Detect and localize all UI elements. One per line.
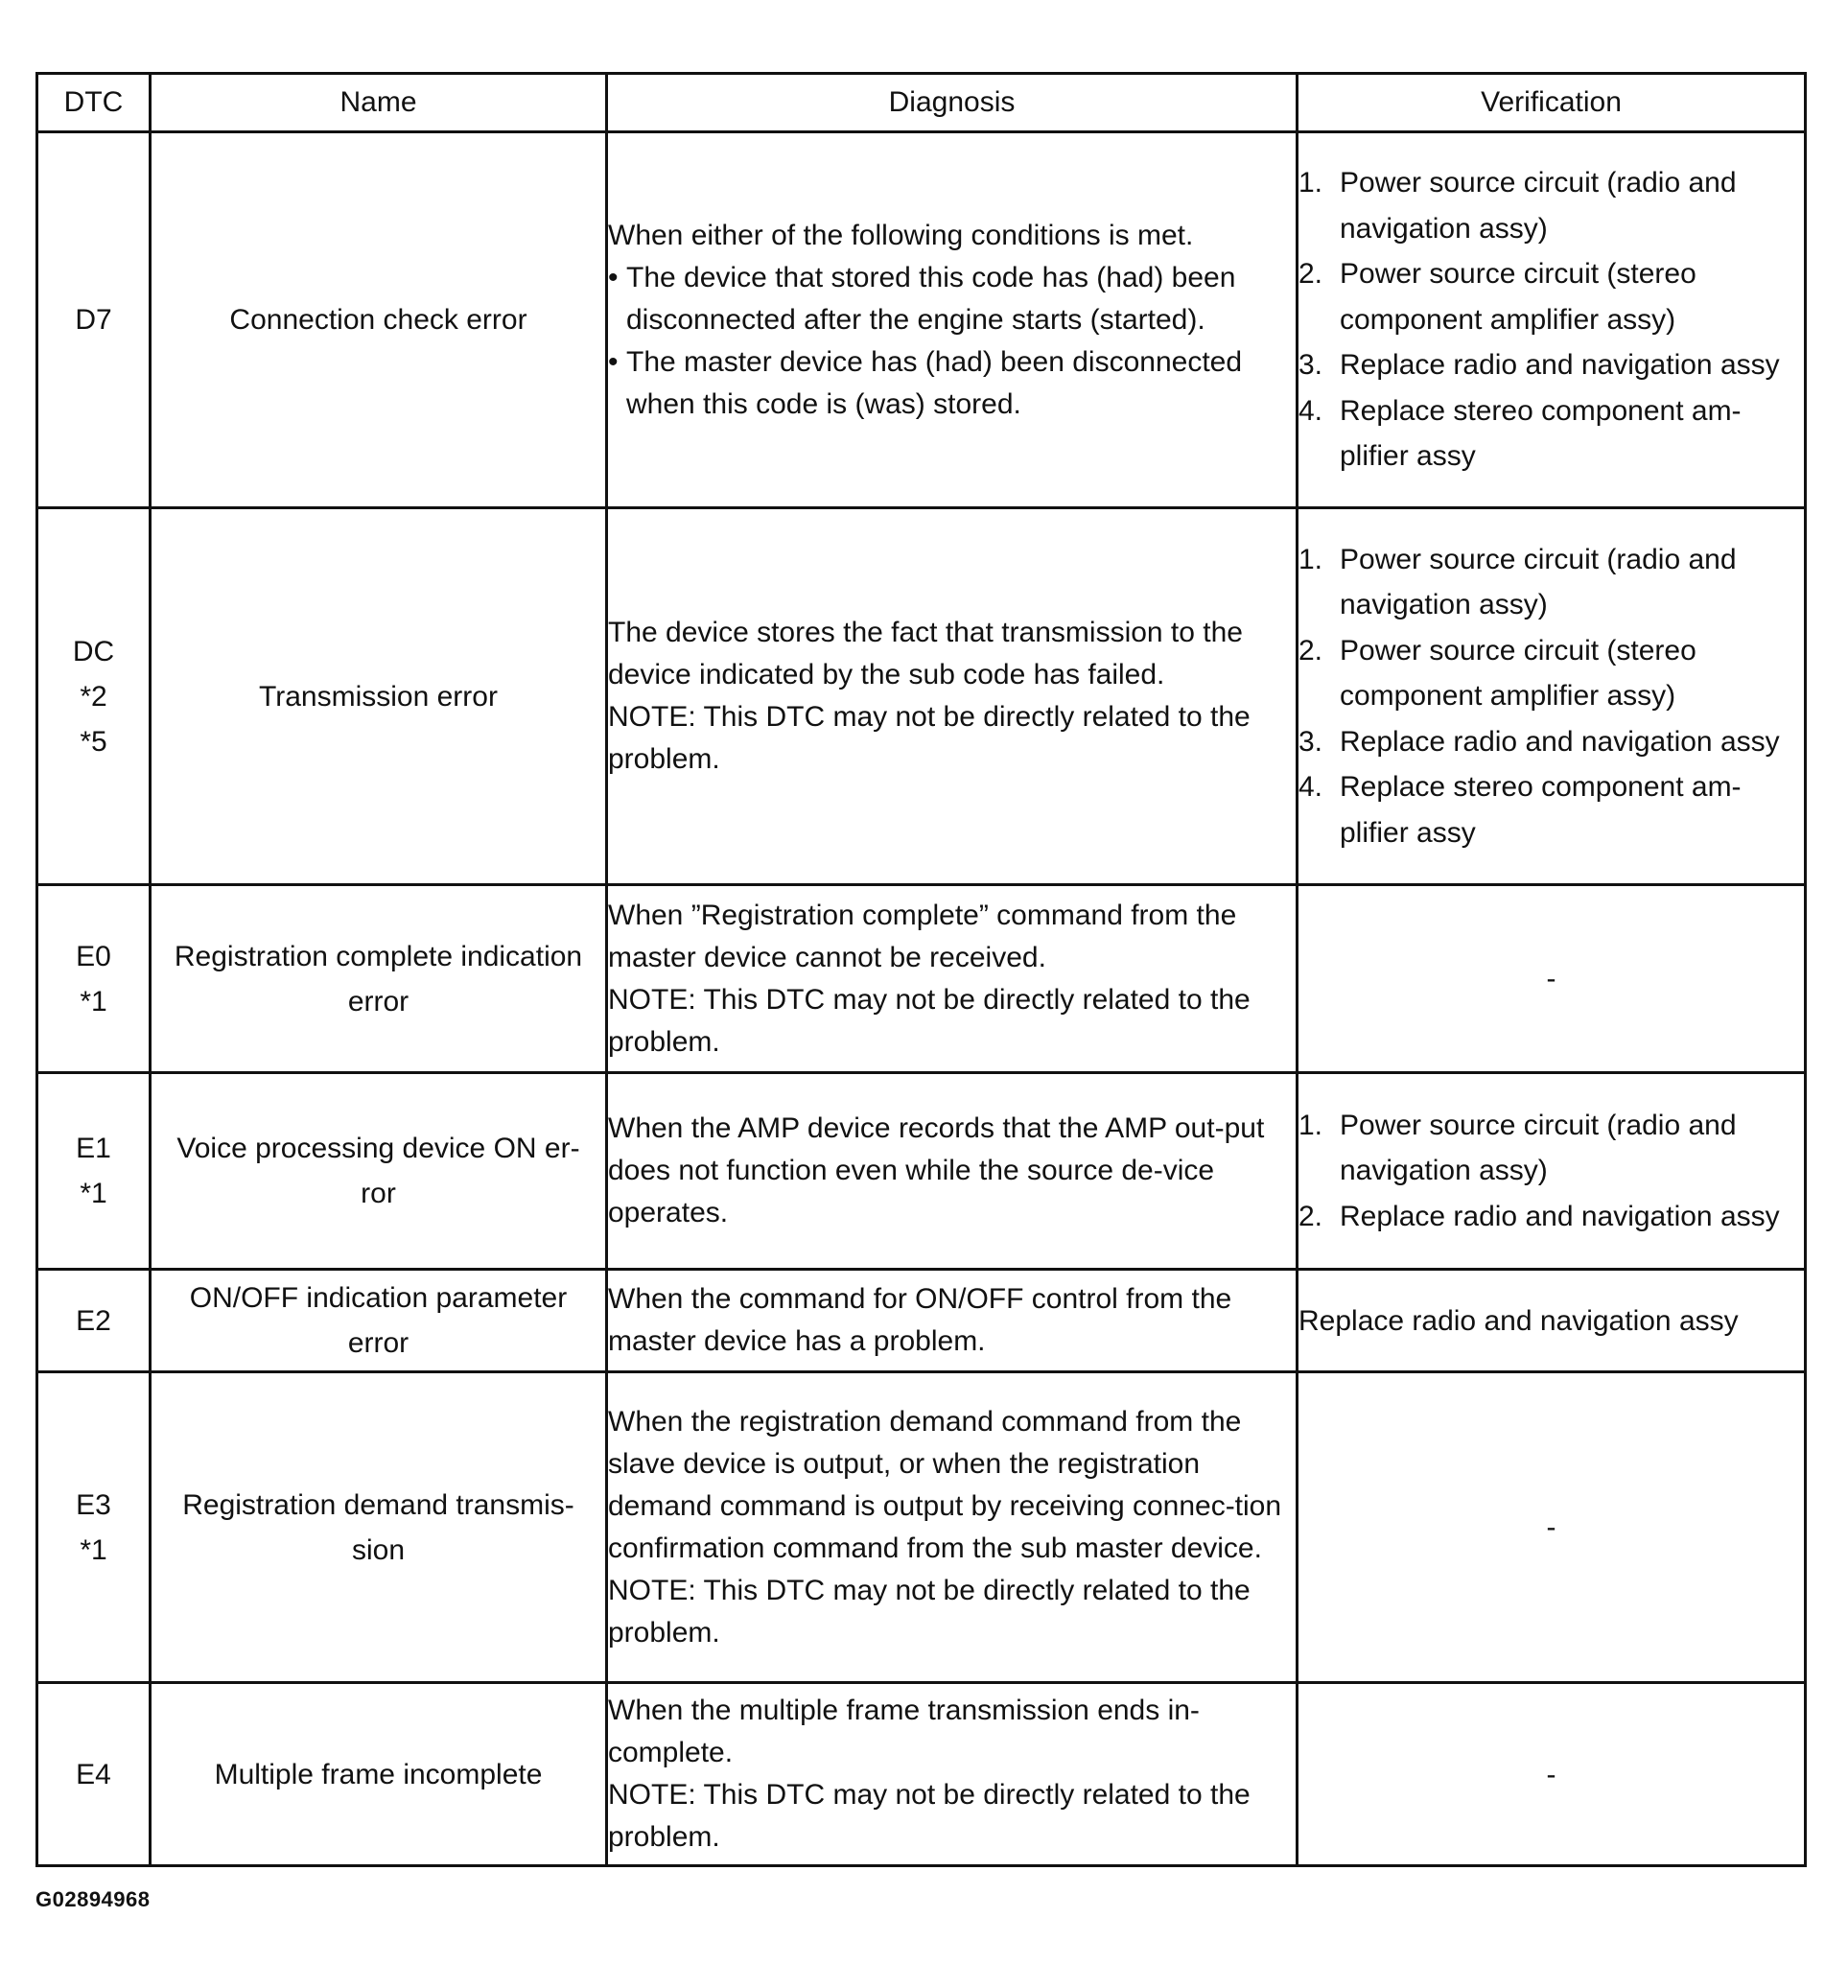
diagnosis-cell bbox=[607, 1372, 1298, 1683]
dtc-name-cell bbox=[151, 132, 607, 508]
dtc-name: Registration demand transmis-sion bbox=[182, 1488, 574, 1566]
bullet-glyph: • bbox=[608, 261, 619, 293]
diagnosis-cell bbox=[607, 1270, 1298, 1372]
dtc-code: E0 bbox=[76, 940, 111, 972]
verification-cell bbox=[1298, 1372, 1806, 1683]
verification-step-text: Power source circuit (stereo component amplifier assy) bbox=[1340, 258, 1696, 336]
verification-step-text: Replace stereo component am-plifier assy bbox=[1340, 771, 1742, 849]
verification-list bbox=[1298, 1103, 1804, 1240]
diagnosis-note: NOTE: This DTC may not be directly related to the problem. bbox=[608, 1779, 1251, 1853]
verification-step: 1. Power source circuit (radio and navigation assy) bbox=[1298, 160, 1804, 251]
diagnosis-cell bbox=[607, 132, 1298, 508]
dtc-footnote: *5 bbox=[80, 725, 107, 758]
diagnosis-text: The device stores the fact that transmission to the device indicated by the sub code has failed. bbox=[608, 617, 1243, 690]
dtc-code-cell bbox=[37, 1683, 151, 1866]
diagnosis-text: When either of the following conditions is met. bbox=[608, 219, 1194, 251]
diagnosis-text: When the command for ON/OFF control from the master device has a problem. bbox=[608, 1283, 1232, 1357]
table-row bbox=[37, 1073, 1806, 1270]
verification-step: 3. Replace radio and navigation assy bbox=[1298, 342, 1804, 388]
dtc-code: DC bbox=[72, 635, 115, 667]
dtc-table-sheet bbox=[35, 72, 1804, 1867]
dtc-table bbox=[35, 72, 1807, 1867]
dtc-footnote: *1 bbox=[80, 1533, 107, 1566]
table-row bbox=[37, 1270, 1806, 1372]
dtc-code: E3 bbox=[76, 1488, 111, 1521]
dtc-code-cell bbox=[37, 1073, 151, 1270]
verification-text: - bbox=[1546, 963, 1556, 994]
verification-step: 3. Replace radio and navigation assy bbox=[1298, 719, 1804, 765]
dtc-code: E2 bbox=[76, 1304, 111, 1337]
verification-step-text: Power source circuit (radio and navigation assy) bbox=[1340, 1109, 1737, 1187]
diagnosis-text: When the AMP device records that the AMP out-put does not function even while the source de-vice operates. bbox=[608, 1112, 1265, 1228]
diagnosis-bullet bbox=[608, 341, 1296, 426]
header-diagnosis: Diagnosis bbox=[607, 74, 1298, 132]
header-name: Name bbox=[151, 74, 607, 132]
dtc-name: Transmission error bbox=[259, 680, 498, 713]
header-verification: Verification bbox=[1298, 74, 1806, 132]
diagnosis-note: NOTE: This DTC may not be directly related to the problem. bbox=[608, 1574, 1251, 1649]
dtc-name-cell bbox=[151, 1270, 607, 1372]
verification-step-text: Power source circuit (radio and navigation assy) bbox=[1340, 167, 1737, 245]
diagnosis-bullet-text: The device that stored this code has (had) been disconnected after the engine starts (started). bbox=[626, 261, 1236, 336]
verification-step-text: Replace radio and navigation assy bbox=[1340, 725, 1780, 758]
dtc-code: E4 bbox=[76, 1758, 111, 1790]
diagnosis-note: NOTE: This DTC may not be directly related to the problem. bbox=[608, 701, 1251, 775]
dtc-name-cell bbox=[151, 885, 607, 1073]
header-dtc: DTC bbox=[37, 74, 151, 132]
dtc-name: Voice processing device ON er-ror bbox=[176, 1133, 580, 1209]
verification-step-text: Replace radio and navigation assy bbox=[1340, 1200, 1780, 1232]
dtc-code-cell bbox=[37, 1372, 151, 1683]
verification-step: 2. Power source circuit (stereo component amplifier assy) bbox=[1298, 628, 1804, 719]
dtc-code: E1 bbox=[76, 1133, 111, 1164]
verification-text: - bbox=[1546, 1758, 1556, 1790]
verification-step: 2. Power source circuit (stereo component amplifier assy) bbox=[1298, 251, 1804, 342]
verification-cell bbox=[1298, 508, 1806, 885]
diagnosis-text: When the multiple frame transmission ends in-complete. bbox=[608, 1695, 1200, 1768]
verification-list bbox=[1298, 537, 1804, 856]
dtc-name: Multiple frame incomplete bbox=[214, 1758, 543, 1790]
dtc-name: Connection check error bbox=[229, 304, 527, 336]
dtc-name-cell bbox=[151, 1372, 607, 1683]
verification-step-text: Power source circuit (stereo component amplifier assy) bbox=[1340, 634, 1696, 713]
verification-text: - bbox=[1546, 1511, 1556, 1543]
verification-step-text: Replace stereo component am-plifier assy bbox=[1340, 394, 1742, 473]
table-row bbox=[37, 1683, 1806, 1866]
verification-step: 4. Replace stereo component am-plifier assy bbox=[1298, 388, 1804, 479]
verification-cell bbox=[1298, 885, 1806, 1073]
dtc-name-cell bbox=[151, 1683, 607, 1866]
figure-id-label: G02894968 bbox=[35, 1887, 151, 1911]
verification-cell bbox=[1298, 1073, 1806, 1270]
verification-step-text: Replace radio and navigation assy bbox=[1340, 349, 1780, 382]
dtc-name-cell bbox=[151, 508, 607, 885]
table-header-row bbox=[37, 74, 1806, 132]
verification-cell bbox=[1298, 1683, 1806, 1866]
diagnosis-cell bbox=[607, 1073, 1298, 1270]
verification-cell bbox=[1298, 132, 1806, 508]
dtc-code-cell bbox=[37, 508, 151, 885]
dtc-code-cell bbox=[37, 132, 151, 508]
verification-step: 4. Replace stereo component am-plifier assy bbox=[1298, 764, 1804, 855]
verification-step: 1. Power source circuit (radio and navigation assy) bbox=[1298, 1103, 1804, 1194]
verification-list bbox=[1298, 160, 1804, 479]
table-row bbox=[37, 132, 1806, 508]
dtc-code-cell bbox=[37, 885, 151, 1073]
dtc-code: D7 bbox=[75, 304, 112, 336]
table-row bbox=[37, 885, 1806, 1073]
diagnosis-note: NOTE: This DTC may not be directly related to the problem. bbox=[608, 983, 1251, 1058]
verification-cell bbox=[1298, 1270, 1806, 1372]
dtc-name-cell bbox=[151, 1073, 607, 1270]
dtc-name: Registration complete indication error bbox=[174, 940, 583, 1017]
diagnosis-cell bbox=[607, 1683, 1298, 1866]
dtc-footnote: *2 bbox=[80, 680, 107, 713]
diagnosis-text: When ”Registration complete” command from the master device cannot be received. bbox=[608, 899, 1237, 973]
diagnosis-bullet bbox=[608, 257, 1296, 341]
verification-text: Replace radio and navigation assy bbox=[1298, 1304, 1739, 1337]
verification-step: 2. Replace radio and navigation assy bbox=[1298, 1194, 1804, 1240]
table-row bbox=[37, 1372, 1806, 1683]
dtc-footnote: *1 bbox=[80, 1178, 107, 1209]
diagnosis-text: When the registration demand command from the slave device is output, or when the registration demand command is output by receiving connec-tion confirmation command from the sub master device. bbox=[608, 1405, 1282, 1564]
diagnosis-cell bbox=[607, 885, 1298, 1073]
table-row bbox=[37, 508, 1806, 885]
verification-step-text: Power source circuit (radio and navigation assy) bbox=[1340, 543, 1737, 621]
diagnosis-cell bbox=[607, 508, 1298, 885]
verification-step: 1. Power source circuit (radio and navigation assy) bbox=[1298, 537, 1804, 628]
dtc-name: ON/OFF indication parameter error bbox=[189, 1282, 568, 1359]
diagnosis-bullet-text: The master device has (had) been disconnected when this code is (was) stored. bbox=[626, 345, 1243, 420]
bullet-glyph: • bbox=[608, 345, 619, 378]
dtc-footnote: *1 bbox=[80, 985, 107, 1017]
dtc-code-cell bbox=[37, 1270, 151, 1372]
